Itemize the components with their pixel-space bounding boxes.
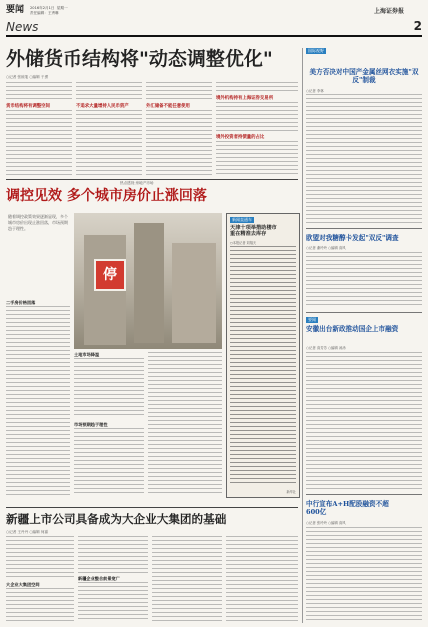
feature-col-2b xyxy=(74,428,144,496)
photo-building-3 xyxy=(172,243,216,343)
feature-photo xyxy=(74,213,222,349)
inner-box-tag: 新闻直通车 xyxy=(232,217,252,222)
section-en: News xyxy=(6,20,39,34)
feature-headline: 调控见效 多个城市房价止涨回落 xyxy=(6,188,207,204)
lead-subhead-4: 境外机构持有上海证券交易所 xyxy=(216,96,274,101)
lead-subhead-2: 不追求大量增持人民币资产 xyxy=(76,104,129,109)
lead-subhead-1: 货币结构将有调整空间 xyxy=(6,104,50,109)
inner-box xyxy=(226,213,300,498)
feature-subhead-1: 二手房价格回落 xyxy=(6,300,36,305)
sidebar-divider-2 xyxy=(306,312,422,313)
feature-subhead-2: 土地市场降温 xyxy=(74,352,100,357)
issue-info: 2016年2月1日 星期一 责任编辑：王秀琳 xyxy=(30,6,68,15)
lead-col-4b xyxy=(216,102,298,132)
bottom-headline: 新疆上市公司具备成为大企业大集团的基础 xyxy=(6,512,227,526)
sidebar-headline: 美方否决对中国产金属丝网衣实施"双反"制裁 xyxy=(309,68,419,84)
story3-headline: 安徽出台新政推动国企上市融资 xyxy=(306,325,399,333)
bottom-col-4 xyxy=(226,536,298,622)
lead-col-1b xyxy=(6,110,72,176)
feature-subhead-3: 市场预期趋于理性 xyxy=(74,422,108,427)
sidebar-divider-3 xyxy=(306,494,422,495)
photo-sign xyxy=(94,259,126,291)
bottom-col-1b xyxy=(6,588,74,622)
photo-building-2 xyxy=(134,223,164,343)
section-name: 要闻 xyxy=(6,5,25,15)
bottom-col-1 xyxy=(6,536,74,580)
sidebar-divider-1 xyxy=(306,228,422,229)
lead-headline: 外储货币结构将"动态调整优化" xyxy=(6,48,273,70)
feature-kicker: 热点透视·房地产市场 xyxy=(120,181,154,185)
lead-subhead-3: 外汇储备不能任意使用 xyxy=(146,104,190,109)
sidebar-byline: ○记者 李林 xyxy=(306,89,324,93)
bottom-byline: ○记者 王丹丹 ○编辑 何嘉 xyxy=(6,530,49,534)
photo-sign-text: 停 xyxy=(103,267,117,283)
page-number: 2 xyxy=(413,19,422,33)
lead-col-4c xyxy=(216,141,298,176)
bottom-subhead-2: 新疆企业整合前景宽广 xyxy=(78,576,120,581)
lead-col-2 xyxy=(76,82,142,102)
feature-deck: 随着调控政策效果逐渐显现，多个城市房价出现止涨回落，市场预期趋于理性。 xyxy=(8,214,68,231)
column-divider xyxy=(302,48,303,623)
story3-tag: 要闻 xyxy=(308,317,316,322)
bottom-rule xyxy=(6,507,298,508)
sidebar-text-4 xyxy=(306,527,422,621)
inner-box-text xyxy=(230,246,296,486)
story2-headline: 欧盟对我糖醇卡发起"双反"调查 xyxy=(306,234,399,242)
sidebar-text-2 xyxy=(306,252,422,308)
story4-headline: 中行宣布A+H配股融资不超600亿 xyxy=(306,500,389,516)
lead-byline: ○记者 张琼斐 ○编辑 于勇 xyxy=(6,75,49,79)
paper-name: 上海证券报 xyxy=(373,8,404,15)
story4-byline: ○记者 张玲玲 ○编辑 高风 xyxy=(306,521,346,525)
sidebar-tag: 国际视野 xyxy=(308,48,324,53)
feature-rule xyxy=(6,179,298,180)
lead-col-3b xyxy=(146,110,212,176)
bottom-subhead-1: 大企业大集团空间 xyxy=(6,582,40,587)
feature-col-1 xyxy=(6,306,70,496)
feature-col-2 xyxy=(74,358,144,418)
lead-col-1 xyxy=(6,82,72,102)
lead-col-3 xyxy=(146,82,212,102)
sidebar-right xyxy=(306,48,422,623)
story3-byline: ○记者 高芳芳 ○编辑 汤汤 xyxy=(306,346,346,350)
masthead xyxy=(6,5,422,41)
sidebar-text-1 xyxy=(306,94,422,224)
story2-byline: ○记者 谢玲玲 ○编辑 高风 xyxy=(306,246,346,250)
sidebar-text-3 xyxy=(306,352,422,490)
feature-col-3 xyxy=(148,352,222,496)
bottom-col-2b xyxy=(78,582,148,622)
bottom-col-2 xyxy=(78,536,148,574)
inner-box-end: 新华社 xyxy=(286,490,296,494)
inner-box-headline: 天津十项举措助楼市 重在精准去库存 xyxy=(230,225,277,238)
masthead-rule xyxy=(6,35,422,37)
lead-subhead-5: 境外投资者持债量的占比 xyxy=(216,135,265,140)
lead-col-2b xyxy=(76,110,142,176)
bottom-col-3 xyxy=(152,536,222,622)
inner-box-byline: ○本报记者 刘翔天 xyxy=(230,241,257,245)
lead-col-4 xyxy=(216,82,298,94)
